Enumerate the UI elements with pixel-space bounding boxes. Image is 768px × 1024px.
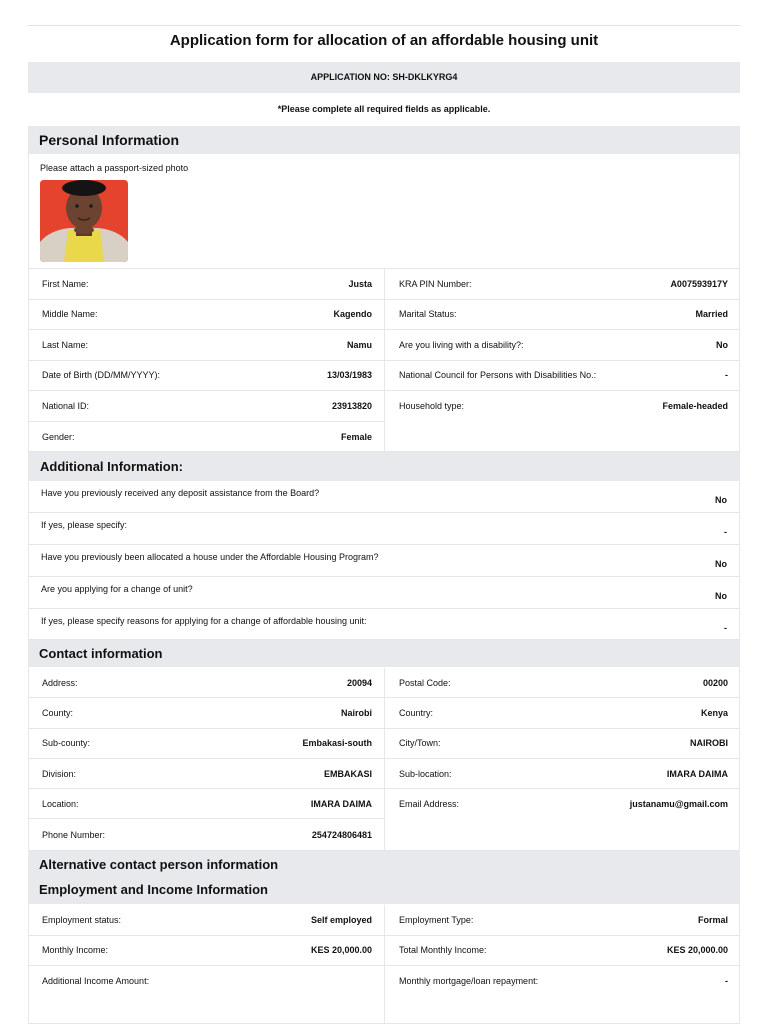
application-form (28, 0, 740, 1024)
question-answer: - (724, 623, 727, 633)
field-label: Date of Birth (DD/MM/YYYY): (42, 370, 161, 381)
field-row (28, 729, 384, 759)
field-row (385, 966, 740, 997)
field-value: EMBAKASI (323, 768, 372, 779)
field-row (28, 819, 384, 849)
field-row (28, 422, 384, 453)
field-value: Justa (348, 278, 372, 289)
field-row (385, 729, 740, 759)
field-label: Last Name: (42, 339, 89, 350)
form-title: Application form for allocation of an affordable housing unit (169, 32, 599, 49)
required-fields-note: *Please complete all required fields as applicable. (277, 104, 491, 114)
field-row (28, 698, 384, 728)
field-row (385, 789, 740, 819)
field-value: Embakasi-south (302, 738, 372, 749)
personal-right-column (384, 269, 740, 452)
field-label: Location: (42, 798, 79, 809)
field-label: Email Address: (399, 799, 460, 810)
field-row (28, 361, 384, 392)
additional-info-heading: Additional Information: (28, 452, 740, 481)
field-label: Division: (42, 768, 77, 779)
field-value: Formal (697, 914, 728, 925)
field-value: A007593917Y (670, 278, 728, 289)
field-label: Monthly mortgage/loan repayment: (399, 976, 539, 987)
field-label: Are you living with a disability?: (399, 339, 524, 350)
field-value: 20094 (346, 677, 372, 688)
personal-left-column (28, 269, 384, 452)
field-value: Female (340, 431, 372, 442)
field-label: Employment Type: (399, 914, 474, 925)
question-answer: No (715, 591, 727, 601)
field-value: No (716, 339, 728, 350)
field-label: Gender: (42, 431, 75, 442)
field-label: County: (42, 707, 74, 718)
field-label: Postal Code: (399, 677, 451, 688)
field-row (385, 269, 740, 300)
field-value: Married (695, 309, 728, 320)
question-text: If yes, please specify: (41, 520, 128, 530)
question-text: Are you applying for a change of unit? (41, 584, 193, 594)
field-value: KES 20,000.00 (666, 945, 728, 956)
alt-contact-heading: Alternative contact person information (28, 851, 740, 878)
field-value: 13/03/1983 (326, 370, 372, 381)
field-label: Sub-location: (399, 768, 452, 779)
field-label: Marital Status: (399, 309, 457, 320)
contact-left-column (28, 668, 384, 850)
personal-info-heading: Personal Information (28, 126, 740, 154)
employment-left-column (28, 905, 384, 997)
field-row (28, 905, 384, 936)
question-answer: - (724, 527, 727, 537)
passport-photo-image (40, 180, 128, 262)
field-value: NAIROBI (690, 738, 728, 749)
employment-right-column (384, 905, 740, 1024)
field-label: City/Town: (399, 738, 441, 749)
field-value: IMARA DAIMA (310, 798, 372, 809)
field-value: Kagendo (333, 309, 372, 320)
field-value: - (725, 370, 728, 381)
field-label: Country: (399, 707, 434, 718)
passport-photo[interactable] (40, 180, 128, 262)
field-row (385, 391, 740, 422)
application-number: APPLICATION NO: SH-DKLKYRG4 (28, 62, 740, 93)
field-value: Nairobi (340, 707, 372, 718)
field-row (385, 759, 740, 789)
field-value: Female-headed (662, 401, 728, 412)
field-value: 23913820 (331, 400, 372, 411)
question-answer: No (715, 559, 727, 569)
question-row (29, 577, 739, 609)
field-row (28, 668, 384, 698)
field-value: 00200 (702, 677, 728, 688)
field-label: Employment status: (42, 914, 122, 925)
field-label: Monthly Income: (42, 945, 109, 956)
field-value: IMARA DAIMA (666, 768, 728, 779)
field-label: Phone Number: (42, 829, 106, 840)
field-row (385, 330, 740, 361)
field-row (28, 300, 384, 331)
question-row (29, 609, 739, 641)
field-row (28, 269, 384, 300)
field-value: Kenya (700, 707, 728, 718)
field-label: KRA PIN Number: (399, 278, 472, 289)
field-value: 254724806481 (311, 829, 372, 840)
field-row (385, 905, 740, 936)
field-row (385, 361, 740, 392)
field-label: Address: (42, 677, 78, 688)
question-text: If yes, please specify reasons for applying for a change of affordable housing unit: (41, 616, 367, 626)
field-row (28, 330, 384, 361)
question-answer: No (715, 495, 727, 505)
field-value: - (725, 976, 728, 987)
field-label: Additional Income Amount: (42, 976, 150, 987)
field-label: National ID: (42, 400, 90, 411)
field-label: National Council for Persons with Disabilities No.: (399, 370, 597, 381)
field-row (28, 789, 384, 819)
field-row (385, 936, 740, 967)
field-row (385, 698, 740, 728)
field-label: First Name: (42, 278, 89, 289)
field-row (28, 936, 384, 967)
field-value: KES 20,000.00 (310, 945, 372, 956)
field-row (385, 668, 740, 698)
question-text: Have you previously received any deposit assistance from the Board? (41, 488, 320, 498)
top-divider (28, 25, 740, 26)
question-row (29, 545, 739, 577)
field-row (385, 300, 740, 331)
photo-label: Please attach a passport-sized photo (40, 163, 189, 173)
additional-info-section (28, 481, 740, 640)
employment-heading: Employment and Income Information (28, 878, 740, 904)
field-label: Household type: (399, 401, 465, 412)
field-row (28, 759, 384, 789)
field-value: Self employed (310, 914, 372, 925)
contact-right-column (384, 668, 740, 851)
field-row (28, 391, 384, 422)
field-label: Total Monthly Income: (399, 945, 487, 956)
field-value: justanamu@gmail.com (629, 799, 728, 810)
field-row (28, 966, 384, 997)
field-value: Namu (346, 339, 372, 350)
question-text: Have you previously been allocated a house under the Affordable Housing Program? (41, 552, 379, 562)
field-label: Middle Name: (42, 309, 98, 320)
field-label: Sub-county: (42, 738, 91, 749)
question-row (29, 481, 739, 513)
contact-info-heading: Contact information (28, 640, 740, 667)
question-row (29, 513, 739, 545)
